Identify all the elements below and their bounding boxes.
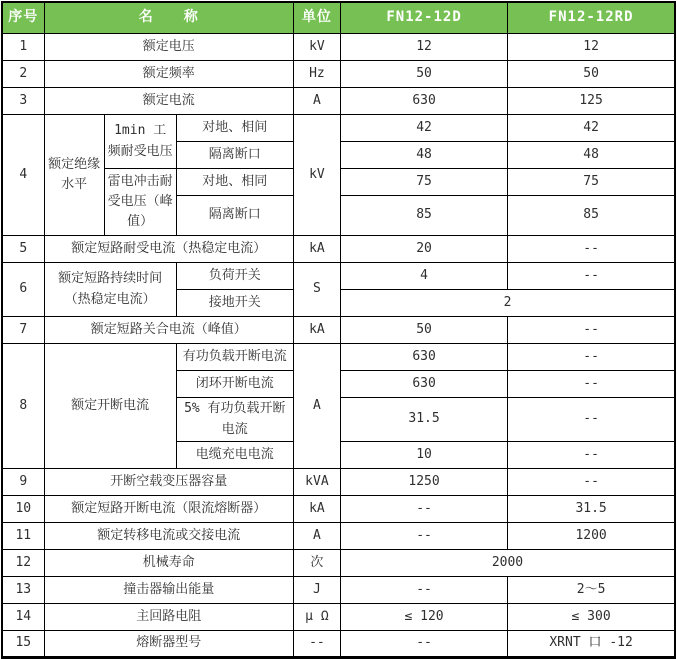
table-row xyxy=(2,317,675,344)
row-6b-name: 接地开关 xyxy=(176,290,293,317)
row-9-unit: kVA xyxy=(293,469,340,496)
row-7-d: 50 xyxy=(340,317,507,344)
row-5-no: 5 xyxy=(2,236,44,263)
row-15-unit: -- xyxy=(293,631,340,658)
row-4a-name: 对地、相间 xyxy=(176,115,293,142)
row-1-no: 1 xyxy=(2,34,44,61)
row-14-d: ≤ 120 xyxy=(340,604,507,631)
row-8-unit: A xyxy=(293,344,340,469)
row-10-name: 额定短路开断电流（限流熔断器） xyxy=(44,496,293,523)
row-5-rd: -- xyxy=(508,236,675,263)
row-8c-name: 5% 有功负载开断电流 xyxy=(176,398,293,442)
row-8a-d: 630 xyxy=(340,344,507,371)
row-3-unit: A xyxy=(293,88,340,115)
table-row xyxy=(2,344,675,371)
row-12-span-value: 2000 xyxy=(340,550,675,577)
row-9-no: 9 xyxy=(2,469,44,496)
row-13-name: 撞击器输出能量 xyxy=(44,577,293,604)
table-row xyxy=(2,88,675,115)
header-col-fn12-12d: FN12-12D xyxy=(340,2,507,34)
row-4d-name: 隔离断口 xyxy=(176,196,293,236)
row-4b-name: 隔离断口 xyxy=(176,142,293,169)
header-row xyxy=(2,2,675,34)
row-5-name: 额定短路耐受电流（热稳定电流） xyxy=(44,236,293,263)
row-6-name: 额定短路持续时间（热稳定电流） xyxy=(44,263,176,317)
row-9-name: 开断空载变压器容量 xyxy=(44,469,293,496)
table-row xyxy=(2,631,675,658)
table-row xyxy=(2,604,675,631)
row-14-unit: μ Ω xyxy=(293,604,340,631)
row-8b-name: 闭环开断电流 xyxy=(176,371,293,398)
row-6b-span-value: 2 xyxy=(340,290,675,317)
table-row xyxy=(2,263,675,290)
table-row xyxy=(2,469,675,496)
row-8d-rd: -- xyxy=(508,442,675,469)
row-10-unit: kA xyxy=(293,496,340,523)
row-1-d: 12 xyxy=(340,34,507,61)
row-4b-d: 48 xyxy=(340,142,507,169)
table-row xyxy=(2,236,675,263)
row-4-sub1-label: 1min 工频耐受电压 xyxy=(104,115,176,169)
row-13-d: -- xyxy=(340,577,507,604)
row-12-no: 12 xyxy=(2,550,44,577)
row-4d-d: 85 xyxy=(340,196,507,236)
row-6-unit: S xyxy=(293,263,340,317)
row-15-name: 熔断器型号 xyxy=(44,631,293,658)
row-7-name: 额定短路关合电流（峰值） xyxy=(44,317,293,344)
row-14-name: 主回路电阻 xyxy=(44,604,293,631)
row-15-no: 15 xyxy=(2,631,44,658)
row-2-d: 50 xyxy=(340,61,507,88)
row-10-no: 10 xyxy=(2,496,44,523)
row-13-unit: J xyxy=(293,577,340,604)
row-8-group: 额定开断电流 xyxy=(44,344,176,469)
row-1-name: 额定电压 xyxy=(44,34,293,61)
row-4-sub2-label: 雷电冲击耐受电压（峰值） xyxy=(104,169,176,236)
row-3-name: 额定电流 xyxy=(44,88,293,115)
row-3-no: 3 xyxy=(2,88,44,115)
row-6-no: 6 xyxy=(2,263,44,317)
row-12-unit: 次 xyxy=(293,550,340,577)
row-2-name: 额定频率 xyxy=(44,61,293,88)
row-11-rd: 1200 xyxy=(508,523,675,550)
row-2-unit: Hz xyxy=(293,61,340,88)
header-col-unit: 单位 xyxy=(293,2,340,34)
row-8a-name: 有功负载开断电流 xyxy=(176,344,293,371)
table-row xyxy=(2,115,675,142)
table-row xyxy=(2,550,675,577)
row-4-no: 4 xyxy=(2,115,44,236)
row-10-rd: 31.5 xyxy=(508,496,675,523)
header-col-no: 序号 xyxy=(2,2,44,34)
row-8-no: 8 xyxy=(2,344,44,469)
row-2-no: 2 xyxy=(2,61,44,88)
row-4d-rd: 85 xyxy=(508,196,675,236)
row-8b-d: 630 xyxy=(340,371,507,398)
row-15-rd: XRNT 口 -12 xyxy=(508,631,675,658)
row-8d-d: 10 xyxy=(340,442,507,469)
row-9-d: 1250 xyxy=(340,469,507,496)
table-row xyxy=(2,577,675,604)
row-8c-d: 31.5 xyxy=(340,398,507,442)
spec-table xyxy=(1,1,676,659)
row-6a-name: 负荷开关 xyxy=(176,263,293,290)
table-row xyxy=(2,523,675,550)
row-14-rd: ≤ 300 xyxy=(508,604,675,631)
header-col-name: 名 称 xyxy=(44,2,293,34)
row-10-d: -- xyxy=(340,496,507,523)
table-row xyxy=(2,61,675,88)
row-1-rd: 12 xyxy=(508,34,675,61)
row-6a-rd: -- xyxy=(508,263,675,290)
row-5-unit: kA xyxy=(293,236,340,263)
row-5-d: 20 xyxy=(340,236,507,263)
table-row xyxy=(2,496,675,523)
row-4-group: 额定绝缘水平 xyxy=(44,115,104,236)
row-2-rd: 50 xyxy=(508,61,675,88)
row-6a-d: 4 xyxy=(340,263,507,290)
row-8b-rd: -- xyxy=(508,371,675,398)
row-4c-rd: 75 xyxy=(508,169,675,196)
table-row xyxy=(2,34,675,61)
row-7-unit: kA xyxy=(293,317,340,344)
row-11-no: 11 xyxy=(2,523,44,550)
row-11-d: -- xyxy=(340,523,507,550)
row-13-rd: 2～5 xyxy=(508,577,675,604)
row-11-name: 额定转移电流或交接电流 xyxy=(44,523,293,550)
row-4b-rd: 48 xyxy=(508,142,675,169)
row-4a-rd: 42 xyxy=(508,115,675,142)
row-9-rd: -- xyxy=(508,469,675,496)
header-col-fn12-12rd: FN12-12RD xyxy=(508,2,675,34)
row-4-unit: kV xyxy=(293,115,340,236)
row-1-unit: kV xyxy=(293,34,340,61)
row-8c-rd: -- xyxy=(508,398,675,442)
row-14-no: 14 xyxy=(2,604,44,631)
row-13-no: 13 xyxy=(2,577,44,604)
row-11-unit: A xyxy=(293,523,340,550)
row-4a-d: 42 xyxy=(340,115,507,142)
row-12-name: 机械寿命 xyxy=(44,550,293,577)
row-3-rd: 125 xyxy=(508,88,675,115)
row-7-no: 7 xyxy=(2,317,44,344)
row-4c-name: 对地、相同 xyxy=(176,169,293,196)
row-15-d: -- xyxy=(340,631,507,658)
row-8d-name: 电缆充电电流 xyxy=(176,442,293,469)
row-7-rd: -- xyxy=(508,317,675,344)
row-3-d: 630 xyxy=(340,88,507,115)
row-8a-rd: -- xyxy=(508,344,675,371)
row-4c-d: 75 xyxy=(340,169,507,196)
